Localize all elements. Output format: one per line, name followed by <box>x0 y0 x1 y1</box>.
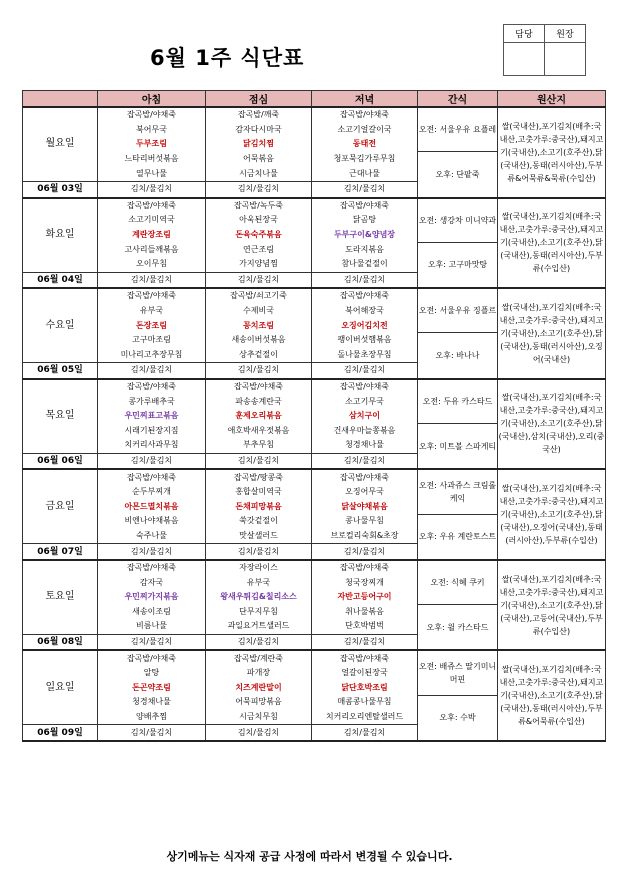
breakfast-item: 계란장조림 <box>98 228 206 243</box>
breakfast-item: 열무나물 <box>98 166 206 181</box>
dinner-item: 잡곡밥/야채죽 <box>312 198 418 214</box>
breakfast-item: 느타리버섯볶음 <box>98 152 206 167</box>
dinner-item: 취나물볶음 <box>312 605 418 620</box>
breakfast-item: 잡곡밥/야채죽 <box>98 107 206 123</box>
dinner-item: 잡곡밥/야채죽 <box>312 469 418 485</box>
table-row <box>23 288 606 304</box>
dinner-kimchi: 김치/물김치 <box>312 544 418 560</box>
lunch-item: 돈육숙주볶음 <box>206 228 312 243</box>
breakfast-item: 순두부찌개 <box>98 485 206 500</box>
day-label: 수요일 <box>23 288 98 362</box>
table-row <box>23 560 606 576</box>
dinner-item: 동태전 <box>312 137 418 152</box>
breakfast-item: 우민찌가지볶음 <box>98 590 206 605</box>
table-header-row <box>23 91 606 108</box>
snack-morning: 오전: 식혜 쿠키 <box>418 560 498 605</box>
dinner-item: 소고기얼갈이국 <box>312 123 418 138</box>
breakfast-item: 우민찌표고볶음 <box>98 409 206 424</box>
breakfast-item: 잡곡밥/야채죽 <box>98 198 206 214</box>
header-origin: 원산지 <box>498 91 606 108</box>
lunch-item: 단무지무침 <box>206 605 312 620</box>
header-snack: 간식 <box>418 91 498 108</box>
origin-info: 쌀(국내산),포기김치(배추:국내산,고춧가루:중국산),돼지고기(국내산),소고기(호주산),닭(국내산),삼치(국내산),오리(중국산) <box>498 379 606 470</box>
snack-afternoon: 오후: 윌 카스타드 <box>418 605 498 651</box>
dinner-item: 잡곡밥/야채죽 <box>312 288 418 304</box>
breakfast-kimchi: 김치/물김치 <box>98 363 206 379</box>
breakfast-item: 잡곡밥/야채죽 <box>98 469 206 485</box>
dinner-item: 잡곡밥/야채죽 <box>312 107 418 123</box>
table-row <box>23 379 606 395</box>
origin-info: 쌀(국내산),포기김치(배추:국내산,고춧가루:중국산),돼지고기(국내산),소고기(호주산),닭(국내산),고등어(국내산),두부류(수입산) <box>498 560 606 651</box>
lunch-item: 연근조림 <box>206 242 312 257</box>
origin-info: 쌀(국내산),포기김치(배추:국내산,고춧가루:중국산),돼지고기(국내산),소고기(호주산),닭(국내산),동태(러시아산),두부류&어묵류(수입산) <box>498 650 606 741</box>
approval-sign-director[interactable] <box>545 43 586 76</box>
day-label: 목요일 <box>23 379 98 453</box>
snack-afternoon: 오후: 수박 <box>418 695 498 741</box>
dinner-item: 단호박범벅 <box>312 619 418 634</box>
lunch-item: 파송송계란국 <box>206 394 312 409</box>
lunch-item: 애호박새우젓볶음 <box>206 423 312 438</box>
day-label: 월요일 <box>23 107 98 181</box>
dinner-item: 도라지볶음 <box>312 242 418 257</box>
origin-info: 쌀(국내산),포기김치(배추:국내산,고춧가루:중국산),돼지고기(국내산),소고기(호주산),닭(국내산),동태(러시아산),두부류&어묵류&묵류(수입산) <box>498 107 606 198</box>
snack-morning: 오전: 배쥬스 딸기미니머핀 <box>418 650 498 695</box>
breakfast-item: 치커리사과무침 <box>98 438 206 453</box>
dinner-item: 돌나물초장무침 <box>312 348 418 363</box>
breakfast-item: 잡곡밥/야채죽 <box>98 560 206 576</box>
breakfast-item: 비름나물 <box>98 619 206 634</box>
dinner-kimchi: 김치/물김치 <box>312 634 418 650</box>
dinner-item: 자반고등어구이 <box>312 590 418 605</box>
breakfast-item: 두부조림 <box>98 137 206 152</box>
breakfast-item: 미나리고추장무침 <box>98 348 206 363</box>
header-breakfast: 아침 <box>98 91 206 108</box>
snack-morning: 오전: 서울우유 요플레 <box>418 107 498 152</box>
snack-morning: 오전: 두유 카스타드 <box>418 379 498 424</box>
date-label: 06월 04일 <box>23 272 98 288</box>
snack-afternoon: 오후: 우유 계란토스트 <box>418 514 498 560</box>
breakfast-kimchi: 김치/물김치 <box>98 453 206 469</box>
dinner-item: 콩나물무침 <box>312 514 418 529</box>
dinner-item: 참나물겉절이 <box>312 257 418 272</box>
origin-info: 쌀(국내산),포기김치(배추:국내산,고춧가루:중국산),돼지고기(국내산),소고기(호주산),닭(국내산),동태(러시아산),오징어(국내산) <box>498 288 606 379</box>
lunch-item: 상추겉절이 <box>206 348 312 363</box>
lunch-item: 어묵볶음 <box>206 152 312 167</box>
dinner-item: 청국장찌개 <box>312 575 418 590</box>
breakfast-kimchi: 김치/물김치 <box>98 725 206 741</box>
breakfast-item: 잡곡밥/야채죽 <box>98 650 206 666</box>
table-row <box>23 650 606 666</box>
lunch-item: 자장라이스 <box>206 560 312 576</box>
lunch-item: 시금치나물 <box>206 166 312 181</box>
snack-morning: 오전: 사과쥬스 크림롤케익 <box>418 469 498 514</box>
date-label: 06월 09일 <box>23 725 98 741</box>
dinner-item: 얼갈이된장국 <box>312 666 418 681</box>
breakfast-item: 비엔나야채볶음 <box>98 514 206 529</box>
breakfast-item: 소고기미역국 <box>98 213 206 228</box>
breakfast-item: 잡곡밥/야채죽 <box>98 288 206 304</box>
lunch-item: 파개장 <box>206 666 312 681</box>
breakfast-item: 숙주나물 <box>98 529 206 544</box>
lunch-item: 어묵피망볶음 <box>206 695 312 710</box>
breakfast-kimchi: 김치/물김치 <box>98 544 206 560</box>
breakfast-item: 알탕 <box>98 666 206 681</box>
dinner-kimchi: 김치/물김치 <box>312 272 418 288</box>
dinner-item: 삼치구이 <box>312 409 418 424</box>
breakfast-item: 고구마조림 <box>98 333 206 348</box>
dinner-item: 잡곡밥/야채죽 <box>312 379 418 395</box>
breakfast-item: 오이무침 <box>98 257 206 272</box>
breakfast-item: 새송이조림 <box>98 605 206 620</box>
lunch-kimchi: 김치/물김치 <box>206 453 312 469</box>
approval-label-director: 원장 <box>545 25 586 43</box>
date-label: 06월 07일 <box>23 544 98 560</box>
dinner-kimchi: 김치/물김치 <box>312 363 418 379</box>
lunch-item: 치즈계란말이 <box>206 681 312 696</box>
lunch-item: 쑥갓겉절이 <box>206 514 312 529</box>
snack-afternoon: 오후: 미트볼 스파게티 <box>418 423 498 469</box>
dinner-item: 닭곰탕 <box>312 213 418 228</box>
dinner-item: 북어해장국 <box>312 304 418 319</box>
dinner-item: 청포묵김가루무침 <box>312 152 418 167</box>
lunch-item: 잡곡밥/깨죽 <box>206 107 312 123</box>
dinner-item: 오징어김치전 <box>312 318 418 333</box>
dinner-kimchi: 김치/물김치 <box>312 725 418 741</box>
breakfast-kimchi: 김치/물김치 <box>98 181 206 197</box>
dinner-item: 근대나물 <box>312 166 418 181</box>
dinner-item: 닭단호박조림 <box>312 681 418 696</box>
lunch-item: 돈채피망볶음 <box>206 499 312 514</box>
lunch-item: 잡곡밥/계란죽 <box>206 650 312 666</box>
header-day <box>23 91 98 108</box>
dinner-item: 오징어무국 <box>312 485 418 500</box>
lunch-item: 왕새우튀김&칠리소스 <box>206 590 312 605</box>
breakfast-item: 잡곡밥/야채죽 <box>98 379 206 395</box>
lunch-kimchi: 김치/물김치 <box>206 634 312 650</box>
snack-morning: 오전: 생강차 미니약과 <box>418 198 498 243</box>
origin-info: 쌀(국내산),포기김치(배추:국내산,고춧가루:중국산),돼지고기(국내산),소고기(호주산),닭(국내산),동태(러시아산),두부류(수입산) <box>498 198 606 289</box>
lunch-kimchi: 김치/물김치 <box>206 181 312 197</box>
lunch-item: 홍합살미역국 <box>206 485 312 500</box>
day-label: 금요일 <box>23 469 98 543</box>
dinner-kimchi: 김치/물김치 <box>312 181 418 197</box>
dinner-item: 닭살야채볶음 <box>312 499 418 514</box>
breakfast-item: 콩가루배추국 <box>98 394 206 409</box>
date-label: 06월 05일 <box>23 363 98 379</box>
breakfast-kimchi: 김치/물김치 <box>98 634 206 650</box>
lunch-item: 부추무침 <box>206 438 312 453</box>
lunch-item: 가지양념찜 <box>206 257 312 272</box>
breakfast-item: 양배추찜 <box>98 710 206 725</box>
dinner-item: 소고기무국 <box>312 394 418 409</box>
lunch-item: 수제비국 <box>206 304 312 319</box>
lunch-kimchi: 김치/물김치 <box>206 544 312 560</box>
breakfast-kimchi: 김치/물김치 <box>98 272 206 288</box>
lunch-item: 감자다시마국 <box>206 123 312 138</box>
lunch-item: 새송이버섯볶음 <box>206 333 312 348</box>
breakfast-item: 시래기된장지짐 <box>98 423 206 438</box>
dinner-item: 매콤콩나물무침 <box>312 695 418 710</box>
approval-sign-manager[interactable] <box>504 43 545 76</box>
dinner-item: 잡곡밥/야채죽 <box>312 560 418 576</box>
footer-note: 상기메뉴는 식자재 공급 사정에 따라서 변경될 수 있습니다. <box>166 850 453 863</box>
breakfast-item: 고사리들깨볶음 <box>98 242 206 257</box>
lunch-item: 아욱된장국 <box>206 213 312 228</box>
dinner-item: 치커리오리엔탈샐러드 <box>312 710 418 725</box>
date-label: 06월 08일 <box>23 634 98 650</box>
lunch-item: 훈제오리볶음 <box>206 409 312 424</box>
snack-afternoon: 오후: 단팥죽 <box>418 152 498 198</box>
lunch-item: 시금치무침 <box>206 710 312 725</box>
dinner-item: 청경채나물 <box>312 438 418 453</box>
lunch-item: 잡곡밥/녹두죽 <box>206 198 312 214</box>
lunch-item: 유부국 <box>206 575 312 590</box>
table-row <box>23 198 606 214</box>
day-label: 토요일 <box>23 560 98 634</box>
lunch-item: 꽁치조림 <box>206 318 312 333</box>
breakfast-item: 감자국 <box>98 575 206 590</box>
approval-box <box>503 24 586 76</box>
dinner-item: 잡곡밥/야채죽 <box>312 650 418 666</box>
dinner-item: 건새우마늘쫑볶음 <box>312 423 418 438</box>
snack-morning: 오전: 서울우유 징플르 <box>418 288 498 333</box>
day-label: 화요일 <box>23 198 98 272</box>
snack-afternoon: 오후: 바나나 <box>418 333 498 379</box>
breakfast-item: 유부국 <box>98 304 206 319</box>
page-title: 6월 1주 식단표 <box>150 46 305 70</box>
lunch-kimchi: 김치/물김치 <box>206 272 312 288</box>
breakfast-item: 아몬드멸치볶음 <box>98 499 206 514</box>
lunch-kimchi: 김치/물김치 <box>206 725 312 741</box>
lunch-item: 잡곡밥/쇠고기죽 <box>206 288 312 304</box>
dinner-kimchi: 김치/물김치 <box>312 453 418 469</box>
breakfast-item: 돈곤약조림 <box>98 681 206 696</box>
lunch-item: 잡곡밥/땅콩죽 <box>206 469 312 485</box>
table-row <box>23 107 606 123</box>
lunch-item: 닭김치찜 <box>206 137 312 152</box>
dinner-item: 팽이버섯햄볶음 <box>312 333 418 348</box>
day-label: 일요일 <box>23 650 98 724</box>
origin-info: 쌀(국내산),포기김치(배추:국내산,고춧가루:중국산),돼지고기(국내산),소고기(호주산),닭(국내산),오징어(국내산),동태(러시아산),두부류(수입산) <box>498 469 606 560</box>
header-dinner: 저녁 <box>312 91 418 108</box>
date-label: 06월 03일 <box>23 181 98 197</box>
header-lunch: 점심 <box>206 91 312 108</box>
approval-label-manager: 담당 <box>504 25 545 43</box>
snack-afternoon: 오후: 고구마맛탕 <box>418 242 498 288</box>
breakfast-item: 청경채나물 <box>98 695 206 710</box>
lunch-item: 잡곡밥/야채죽 <box>206 379 312 395</box>
breakfast-item: 북어무국 <box>98 123 206 138</box>
dinner-item: 브로컬리숙회&초장 <box>312 529 418 544</box>
dinner-item: 두부구이&양념장 <box>312 228 418 243</box>
lunch-item: 맛살샐러드 <box>206 529 312 544</box>
breakfast-item: 돈장조림 <box>98 318 206 333</box>
table-row <box>23 469 606 485</box>
lunch-item: 과일요거트샐러드 <box>206 619 312 634</box>
date-label: 06월 06일 <box>23 453 98 469</box>
lunch-kimchi: 김치/물김치 <box>206 363 312 379</box>
meal-table <box>22 90 606 742</box>
